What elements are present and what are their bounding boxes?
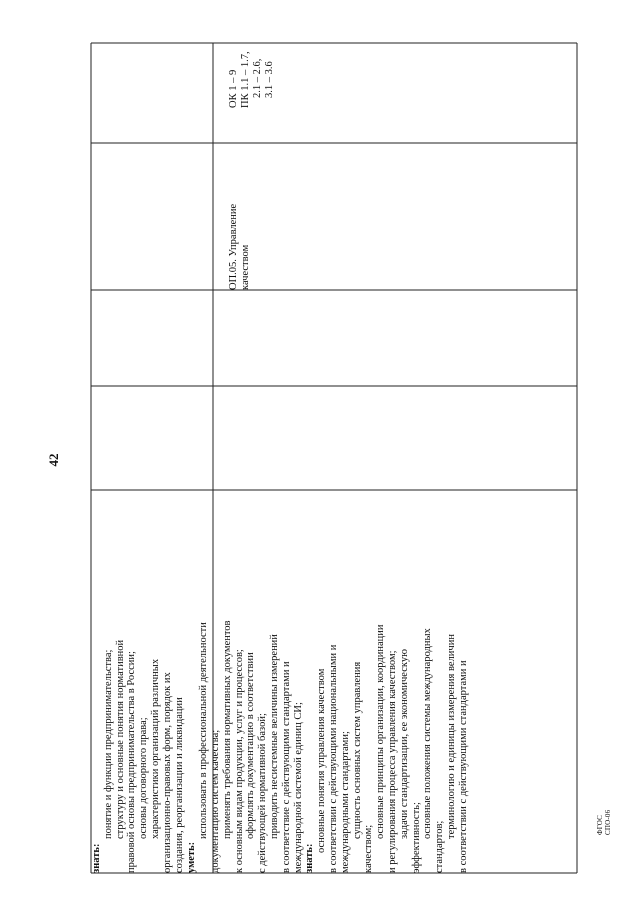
- list-item: в соответствии с действующими стандартами и: [457, 660, 469, 873]
- list-item: терминологию и единицы измерения величин: [445, 634, 457, 839]
- list-item: в соответствии с действующими национальными и: [327, 644, 339, 873]
- knowledge-header-2: знать:: [304, 843, 316, 873]
- discipline-name: ОП.05. Управление качеством: [228, 203, 251, 290]
- list-item: оформлять документацию в соответствии: [245, 652, 257, 839]
- list-item: правовой основы предпринимательства в России;: [126, 651, 138, 873]
- code-line: ПК 1.1 – 1.7,: [240, 51, 251, 108]
- code-line: 2.1 – 2.6,: [252, 58, 263, 98]
- list-item: с действующей нормативной базой;: [257, 713, 269, 873]
- list-item: создания, реорганизации и ликвидации: [173, 697, 185, 873]
- list-item: структуру и основные понятия нормативной: [114, 639, 126, 839]
- list-item: эффективность;: [410, 802, 422, 873]
- list-item: сущность основных систем управления: [351, 661, 363, 839]
- skills-header: уметь:: [186, 841, 198, 873]
- list-item: использовать в профессиональной деятельности: [198, 622, 210, 839]
- list-item: стандартов;: [434, 820, 446, 873]
- list-item: задачи стандартизации, ее экономическую: [398, 649, 410, 839]
- list-item: основные положения системы международных: [422, 628, 434, 839]
- list-item: основные понятия управления качеством: [316, 668, 328, 853]
- list-item: характеристики организаций различных: [149, 658, 161, 839]
- list-item: международной системой единиц СИ;: [292, 702, 304, 873]
- competency-codes: [228, 38, 276, 108]
- code-line: ОК 1 – 9: [228, 69, 239, 108]
- competency-description-column: [91, 53, 561, 873]
- knowledge-block-2: [304, 53, 469, 873]
- list-item: организационно-правовых форм, порядок их: [161, 672, 173, 873]
- page-number: 42: [46, 453, 61, 467]
- list-item: основы договорного права;: [138, 717, 150, 839]
- list-item: международными стандартами;: [339, 731, 351, 873]
- code-line: 3.1 – 3.6: [264, 61, 275, 98]
- list-item: документацию систем качества;: [209, 729, 221, 873]
- list-item: приводить несистемные величины измерений: [268, 634, 280, 839]
- list-item: качеством;: [363, 824, 375, 873]
- list-item: к основным видам продукции, услуг и процессов;: [233, 649, 245, 873]
- list-item: применять требования нормативных документов: [221, 620, 233, 839]
- list-item: основные принципы организации, координации: [375, 624, 387, 839]
- footer-label: ФГОС СПО-06: [596, 809, 612, 835]
- knowledge-header-1: знать:: [91, 843, 102, 873]
- knowledge-block-1: [91, 53, 185, 873]
- list-item: и регулирования процесса управления качеством;: [386, 650, 398, 873]
- list-item: в соответствие с действующими стандартами и: [280, 661, 292, 873]
- list-item: понятие и функции предпринимательства;: [102, 649, 114, 839]
